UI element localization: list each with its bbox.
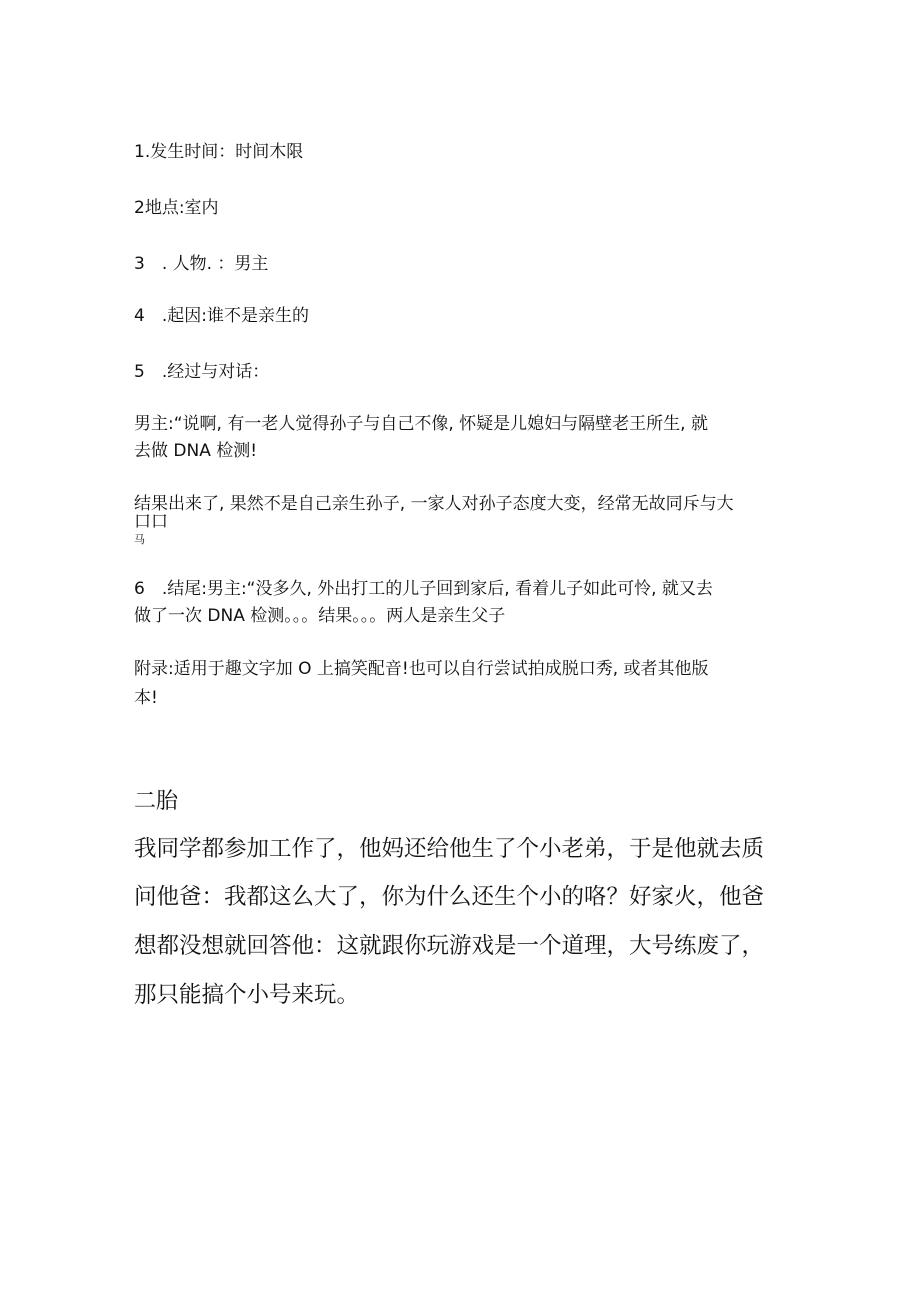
story-line-4: 那只能搞个小号来玩。 — [134, 982, 360, 1008]
dialogue-2-line-3: 马 — [134, 533, 145, 546]
outline-item-cause: 4 .起因:谁不是亲生的 — [134, 306, 309, 326]
outline-item-characters: 3 . 人物. ：男主 — [134, 254, 269, 274]
dialogue-1-line-2: 去做 DNA 检测! — [134, 441, 258, 461]
outline-item-location: 2地点:室内 — [134, 198, 219, 218]
story-line-3: 想都没想就回答他：这就跟你玩游戏是一个道理，大号练废了， — [134, 933, 765, 959]
appendix-line-2: 本! — [134, 688, 158, 708]
story-line-1: 我同学都参加工作了，他妈还给他生了个小老弟，于是他就去质 — [134, 836, 765, 862]
outline-item-ending-line-1: 6 .结尾:男主:“没多久, 外出打工的儿子回到家后, 看着儿子如此可怜, 就又去 — [134, 579, 713, 599]
outline-item-time: 1.发生时间：时间木限 — [134, 142, 304, 162]
dialogue-2-line-1: 结果出来了, 果然不是自己亲生孙子, 一家人对孙子态度大变，经常无故同斥与大 — [134, 494, 734, 514]
outline-item-ending-line-2: 做了一次 DNA 检测。。。结果。。。两人是亲生父子 — [134, 606, 506, 626]
story-line-2: 问他爸：我都这么大了，你为什么还生个小的咯？好家火，他爸 — [134, 884, 765, 910]
appendix-line-1: 附录:适用于趣文字加 O 上搞笑配音!也可以自行尝试拍成脱口秀, 或者其他版 — [134, 659, 709, 679]
dialogue-2-line-2: 口口 — [134, 512, 168, 532]
dialogue-1-line-1: 男主:“说啊, 有一老人觉得孙子与自己不像, 怀疑是儿媳妇与隔壁老王所生, 就 — [134, 414, 708, 434]
outline-item-process: 5 .经过与对话： — [134, 362, 270, 382]
story-title: 二胎 — [134, 789, 179, 814]
